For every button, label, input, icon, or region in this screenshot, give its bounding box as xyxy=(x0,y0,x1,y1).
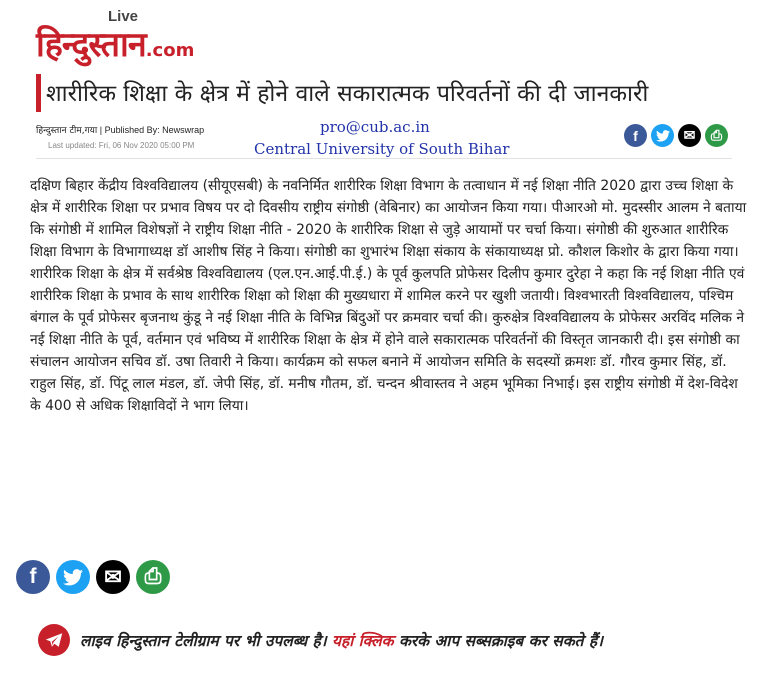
article-headline: शारीरिक शिक्षा के क्षेत्र में होने वाले सकारात्मक परिवर्तनों की दी जानकारी xyxy=(46,81,649,107)
facebook-icon[interactable]: f xyxy=(16,560,50,594)
last-updated: Last updated: Fri, 06 Nov 2020 05:00 PM xyxy=(48,141,195,150)
logo-wordmark xyxy=(36,20,194,66)
print-icon[interactable]: ⎙ xyxy=(136,560,170,594)
telegram-text-after: करके आप सब्सक्राइब कर सकते हैं। xyxy=(398,632,604,650)
telegram-icon[interactable] xyxy=(38,624,70,656)
telegram-text xyxy=(80,629,603,651)
contact-email: pro@cub.ac.in xyxy=(320,118,430,136)
headline-accent-bar xyxy=(36,74,41,112)
telegram-click-link[interactable]: यहां क्लिक xyxy=(332,632,394,650)
article-body: दक्षिण बिहार केंद्रीय विश्वविद्यालय (सीयूएसबी) के नवनिर्मित शारीरिक शिक्षा विभाग के तत्वाधान में नई शिक्षा नीति 2020 द्वारा उच्च शिक्षा के क्षेत्र में शारीरिक शिक्षा पर प्रभाव विषय पर दो दिवसीय राष्ट्रीय संगोष्ठी (वेबिनार) का आयोजन किया गया। पीआरओ मो. मुदस्सीर आलम ने बताया कि संगोष्ठी में शामिल विशेषज्ञों ने राष्ट्रीय शिक्षा नीति - 2020 के शारीरिक शिक्षा से जुड़े आयामों पर चर्चा किया। संगोष्ठी की शुरुआत शारीरिक शिक्षा विभाग के विभागाध्यक्ष डॉ आशीष सिंह ने किया। संगोष्ठी का शुभारंभ शिक्षा संकाय के संकायाध्यक्ष प्रो. कौशल किशोर के द्वारा किया गया। शारीरिक शिक्षा के क्षेत्र में सर्वश्रेष्ठ विश्वविद्यालय (एल.एन.आई.पी.ई.) के पूर्व कुलपति प्रोफेसर दिलीप कुमार दुरेहा ने कहा कि नई शिक्षा नीति एवं शारीरिक शिक्षा के प्रभाव के साथ शारीरिक शिक्षा को शिक्षा की मुख्यधारा में शामिल करने पर खुशी जतायी। विश्वभारती विश्वविद्यालय, पश्चिम बंगाल के पूर्व प्रोफेसर बृजनाथ कुंडू ने नई शिक्षा नीति के विभिन्न बिंदुओं पर क्रमवार चर्चा की। कुरुक्षेत्र विश्वविद्यालय के प्रोफेसर अरविंद मलिक ने नई शिक्षा नीति के पूर्व, वर्तमान एवं भविष्य में शारीरिक शिक्षा के क्षेत्र में होने वाले सकारात्मक परिवर्तनों की विस्तृत जानकारी दी। इस संगोष्ठी का संचालन आयोजन सचिव डॉ. उषा तिवारी ने किया। कार्यक्रम को सफल बनाने में आयोजन समिति के सदस्यों क्रमशः डॉ. गौरव कुमार सिंह, डॉ. राहुल सिंह, डॉ. पिंटू लाल मंडल, डॉ. जेपी सिंह, डॉ. मनीष गौतम, डॉ. चन्दन श्रीवास्तव ने अहम भूमिका निभाई। इस राष्ट्रीय संगोष्ठी में देश-विदेश के 400 से अधिक शिक्षाविदों ने भाग लिया। xyxy=(30,178,747,414)
logo-suffix: .com xyxy=(145,40,195,61)
share-bar-bottom xyxy=(16,560,170,594)
facebook-icon[interactable]: f xyxy=(624,124,647,147)
twitter-icon[interactable] xyxy=(651,124,674,147)
contact-university: Central University of South Bihar xyxy=(254,140,510,158)
published-by: | Published By: Newswrap xyxy=(99,125,205,135)
mail-icon[interactable]: ✉ xyxy=(678,124,701,147)
logo-live-label: Live xyxy=(108,8,139,25)
mail-icon[interactable]: ✉ xyxy=(96,560,130,594)
print-icon[interactable]: ⎙ xyxy=(705,124,728,147)
share-bar-top xyxy=(624,124,728,147)
article-byline xyxy=(36,123,204,136)
logo-name: हिन्दुस्तान xyxy=(36,25,146,65)
telegram-banner xyxy=(38,624,603,656)
twitter-icon[interactable] xyxy=(56,560,90,594)
site-logo[interactable] xyxy=(36,6,246,68)
telegram-text-before: लाइव हिन्दुस्तान टेलीग्राम पर भी उपलब्ध है। xyxy=(80,632,327,650)
header-divider xyxy=(36,158,732,159)
article-author: हिन्दुस्तान टीम,गया xyxy=(36,126,98,136)
